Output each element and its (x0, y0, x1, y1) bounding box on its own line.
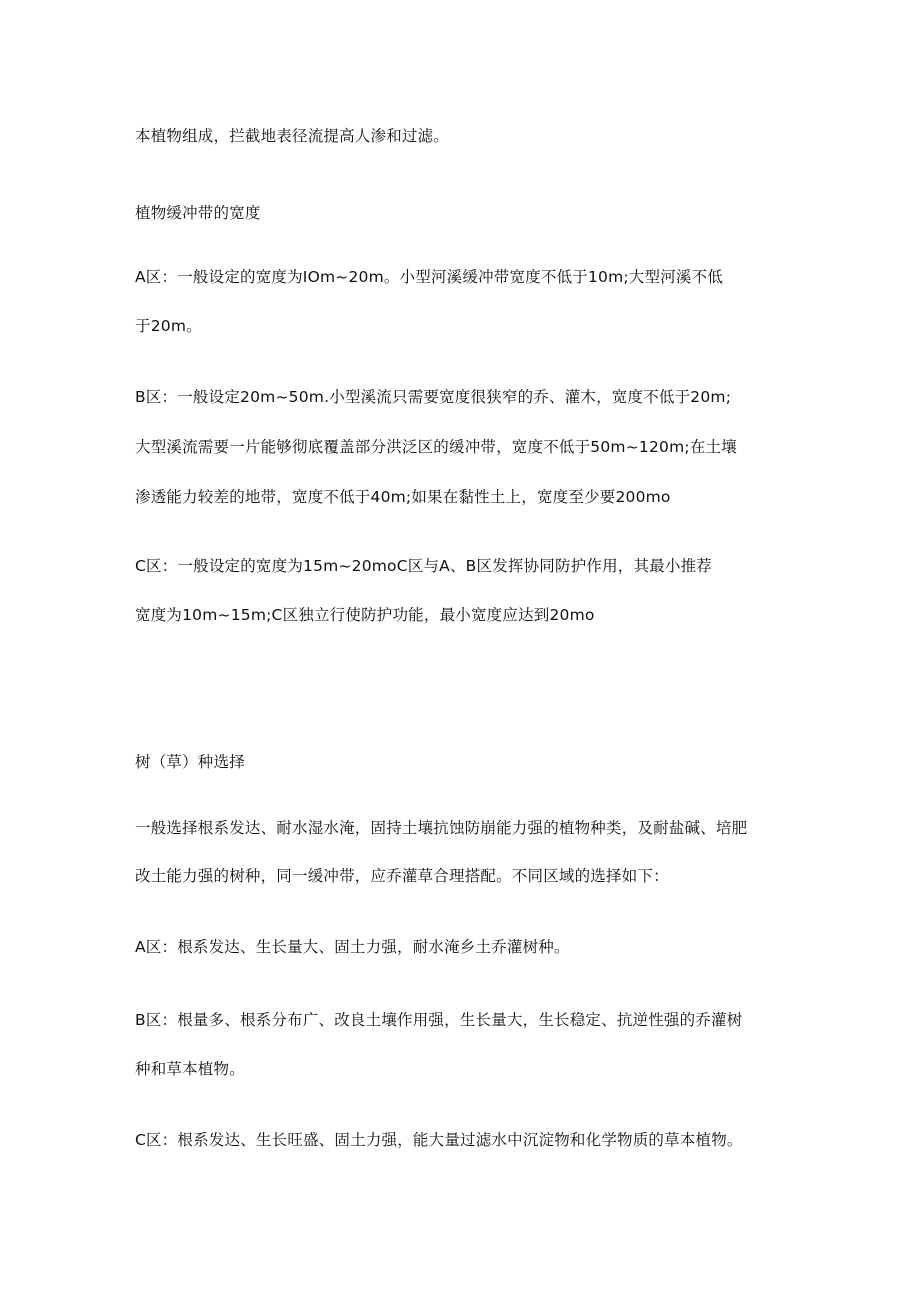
width-zone-c-line-1: C区：一般设定的宽度为15m~20moC区与A、B区发挥协同防护作用，其最小推荐 (135, 557, 712, 575)
intro-line-1: 本植物组成，拦截地表径流提高人渗和过滤。 (135, 127, 450, 145)
width-zone-a-line-2: 于20m。 (135, 317, 202, 335)
width-zone-c-line-2: 宽度为10m~15m;C区独立行使防护功能，最小宽度应达到20mo (135, 606, 595, 624)
width-zone-b-line-3: 渗透能力较差的地带，宽度不低于40m;如果在黏性土上，宽度至少要200mo (135, 488, 671, 506)
width-zone-b-line-2: 大型溪流需要一片能够彻底覆盖部分洪泛区的缓冲带，宽度不低于50m~120m;在土壤 (135, 438, 737, 456)
species-zone-b-line-2: 种和草本植物。 (135, 1060, 245, 1078)
width-zone-b-line-1: B区：一般设定20m~50m.小型溪流只需要宽度很狭窄的乔、灌木，宽度不低于20m; (135, 388, 732, 406)
species-zone-c-line-1: C区：根系发达、生长旺盛、固土力强，能大量过滤水中沉淀物和化学物质的草本植物。 (135, 1131, 743, 1149)
species-zone-a-line-1: A区：根系发达、生长量大、固土力强，耐水淹乡土乔灌树种。 (135, 938, 570, 956)
species-section-heading: 树（草）种选择 (135, 753, 245, 771)
species-zone-b-line-1: B区：根量多、根系分布广、改良土壤作用强，生长量大，生长稳定、抗逆性强的乔灌树 (135, 1011, 743, 1029)
width-zone-a-line-1: A区：一般设定的宽度为IOm~20m。小型河溪缓冲带宽度不低于10m;大型河溪不低 (135, 268, 724, 286)
species-general-line-2: 改土能力强的树种，同一缓冲带，应乔灌草合理搭配。不同区域的选择如下： (135, 867, 669, 885)
width-section-heading: 植物缓冲带的宽度 (135, 204, 261, 222)
species-general-line-1: 一般选择根系发达、耐水湿水淹，固持土壤抗蚀防崩能力强的植物种类，及耐盐碱、培肥 (135, 819, 748, 837)
